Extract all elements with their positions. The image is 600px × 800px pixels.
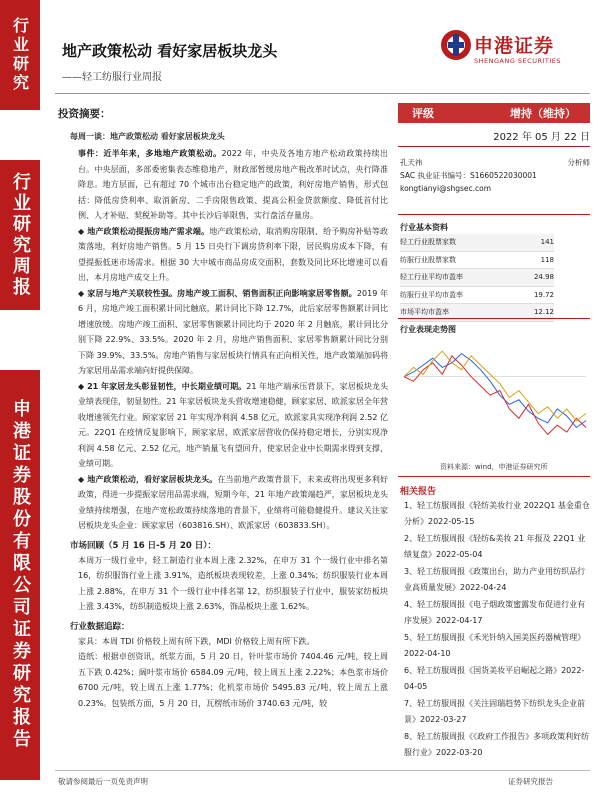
- list-item[interactable]: 6、轻工纺服周报《国货美妆平启崛起之路》2022-04-05: [404, 666, 585, 691]
- list-item[interactable]: 2、轻工纺服周报《轻纺&美妆 21 年报及 22Q1 业绩复盘》2022-05-04: [404, 534, 586, 559]
- bullet-2: ◆ 家居与地产关联较性强。房地产竣工面积、销售面积正向影响家居零售额。2019 年 6 月，房地产竣工面积累计同比触底，累计同比下降 12.7%，此后家居零售额累计同比增速放缓。房地产竣工面积、家居零售额累计同比均于 2020 年 2 月触底，累计同比分别下降 22.9%、33.5%。2020 年 2 月，房地产销售面积、家居零售额累计同比分别下降 39.9%、33.5%。房地产销售与家居板块行情具有正向相关性，地产政策端加码将为家居用品需求端向好提供保障。: [78, 288, 388, 375]
- table-row: 纺服行业平均市盈率 19.72: [400, 287, 554, 305]
- rating-label: 评级: [412, 107, 434, 120]
- table-row: 市场平均市盈率 12.12: [400, 304, 554, 322]
- divider: [55, 93, 590, 94]
- brand-name: 申港证券: [474, 35, 555, 57]
- rating-bar: [398, 103, 590, 123]
- sidebar-label-bottom: 申港证券股份有限公司证券研究报告: [0, 370, 40, 780]
- analyst-sac: SAC 执业证书编号：S1660522030001: [400, 171, 537, 180]
- related-reports-heading: 相关报告: [400, 487, 437, 497]
- divider: [55, 770, 590, 771]
- list-item[interactable]: 3、轻工纺服周报《政策出台，助力产业用纺织品行业高质量发展》2022-04-24: [404, 567, 586, 592]
- divider: [398, 214, 590, 215]
- table-row: 轻工行业平均市盈率 24.98: [400, 269, 554, 287]
- sidebar: [0, 0, 40, 800]
- list-item[interactable]: 1、轻工纺服周报《轻纺美妆行业 2022Q1 基金重仓分析》2022-05-15: [404, 501, 590, 526]
- sidebar-label-mid: 行业研究周报: [0, 160, 40, 310]
- sidebar-label-top: 行业研究: [0, 0, 40, 110]
- chart-series-line-1: [404, 356, 586, 435]
- market-heading: 市场回顾（5 月 16 日-5 月 20 日）：: [70, 540, 217, 551]
- footer-disclaimer: 敬请参阅最后一页免责声明: [58, 777, 148, 786]
- weekly-heading: 每周一谈：地产政策松动 看好家居板块龙头: [70, 132, 225, 141]
- list-item[interactable]: 5、轻工纺服周报《禾光针纳入国美医药器械管理》2022-04-10: [404, 633, 586, 658]
- table-row: 纺服行业股票家数 118: [400, 252, 554, 270]
- divider: [398, 476, 590, 477]
- analyst-name: 孔天祎: [400, 158, 423, 167]
- list-item[interactable]: 7、轻工纺服周报《关注固瑞趋势下纺织龙头企业前景》2022-03-27: [404, 699, 586, 724]
- rating-value: 增持（维持）: [510, 107, 576, 120]
- analyst-email[interactable]: kongtianyi@shgsec.com: [400, 184, 492, 193]
- table-row: 轻工行业股票家数 141: [400, 234, 554, 252]
- divider: [398, 146, 590, 147]
- analyst-info: [400, 156, 590, 195]
- analyst-role: 分析师: [567, 158, 590, 167]
- related-reports-list: [404, 498, 592, 762]
- home-paragraph: 家具：本周 TDI 价格较上周有所下跌，MDI 价格较上周有所下跌。: [78, 636, 315, 646]
- paragraph-event: 事件：近半年来，多地地产政策松动。2022 年，中央及各地方地产松动政策持续出台。中央层面，多部委密集表态维稳地产，财政部暂缓房地产税改革时试点，央行降准降息。地方层面，已有超过 70 个城市出台稳定地产的政策，利好房地产销售，形式包括：降低房贷利率、取消新房、二手房限售政策、提高公积金贷款额度、降低首付比例、人才补贴、契税补助等。其中长沙后菲限售，实行盘活存量房。: [78, 149, 388, 220]
- paper-paragraph: 造纸：根据卓创资讯，纸浆方面，5 月 20 日，针叶浆市场价 7404.46 元/吨，较上周五下跌 0.42%；阔叶浆市场价 6584.09 元/吨，较上周五上涨 2.22%；本色浆市场价 6700 元/吨，较上周五上涨 1.77%；化机浆市场价 5495.83 元/吨，较上周五上涨 0.23%。包装纸方面，5 月 20 日，瓦楞纸市场价 3740.63 元/吨，较: [78, 652, 388, 708]
- market-paragraph: 本周万一级行业中，轻工制造行业本周上涨 2.32%，在申万 31 个一级行业中排名第 16，纺织服饰行业上涨 3.91%，造纸板块表现较差，上涨 0.34%；纺织服装行业本周上涨 2.88%，在申万 31 个一级行业中排名第 12，纺织服装子行业中，服装家纺板块上涨 3.43%，纺织制造板块上涨 2.63%，饰品板块上涨 1.62%。: [78, 555, 388, 611]
- footer-label: 证券研究报告: [508, 777, 553, 786]
- brand-sub: SHENGANG SECURITIES: [474, 57, 562, 65]
- data-heading: 行业数据追踪：: [70, 621, 130, 632]
- bullet-4: ◆ 地产政策松动，看好家居板块龙头。在当前地产政策背景下，未来或将出现更多利好政策，得进一步提振家居用品需求端，短期今年，21 年地产政策端趋严，家居板块龙头业绩持续增强，在地产宽松政策持续落地的背景下，业绩将可能稳健提升。建议关注家居板块龙头企业：顾家家居（603816.SH）、欧派家居（603833.SH）。: [78, 474, 389, 530]
- page-title: 地产政策松动 看好家居板块龙头: [62, 42, 278, 60]
- list-item[interactable]: 4、轻工纺服周报《电子烟政策蜜露发布促进行业有序发展》2022-04-17: [404, 600, 586, 625]
- performance-heading: 行业表现走势图: [400, 325, 456, 334]
- list-item[interactable]: 8、轻工纺服周报《《政府工作报告》多项政策利好纺服行业》2022-03-20: [404, 732, 590, 757]
- bullet-1: ◆ 地产政策松动提振房地产需求端。地产政策松动，取消购房限制、给予购房补贴等政策落地，利好房地产销售。5 月 15 日央行下调房贷利率下限，居民购房成本下降，有望提振低迷市场需求。根据 30 大中城市商品房成交面积，套数及同比环比增速可以看出，本月房地产成交上升。: [78, 226, 388, 282]
- industry-heading: 行业基本资料: [400, 223, 448, 232]
- performance-chart: [400, 336, 590, 456]
- divider: [398, 318, 590, 319]
- industry-table: [400, 234, 554, 322]
- report-date: 2022 年 05 月 22 日: [493, 132, 590, 143]
- page-subtitle: ——轻工纺服行业周报: [62, 72, 162, 83]
- bullet-3: ◆ 21 年家居龙头彰显韧性，中长期业绩可期。21 年地产端承压背景下，家居板块龙头业绩表现佳，韧显韧性。21 年家居板块龙头营收增速稳健，顾家家居、欧派家居全年营收增速领先行业。顾家家居 21 年实现净利润 4.58 亿元，欧派家具实现净利润 2.52 亿元。22Q1 在疫情反复影响下，顾家家居、欧派家居营收仍保持稳定增长，分别实现净利润 4.58 亿元、2.52 亿元，地产销量飞有望回升，使家居企业中长期需求得到支撑，业绩可期。: [78, 381, 388, 468]
- main-content: [58, 100, 388, 711]
- chart-source: 资料来源：wind，申港证券研究所: [440, 463, 548, 471]
- summary-heading: 投资摘要：: [58, 108, 111, 120]
